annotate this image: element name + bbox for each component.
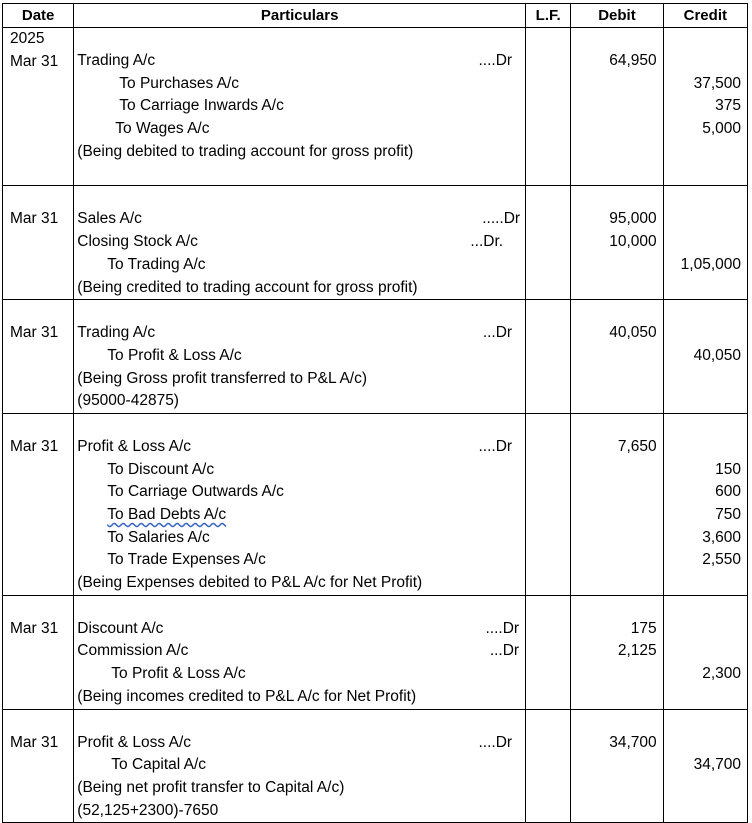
account-line — [74, 618, 525, 641]
debit-cell — [571, 300, 663, 414]
account-line — [74, 231, 525, 254]
account-name: Profit & Loss A/c — [77, 733, 191, 751]
lf-cell — [526, 709, 571, 823]
credit-cell — [663, 186, 747, 300]
credit-cell — [663, 28, 747, 186]
calculation-note: (95000-42875) — [77, 392, 179, 410]
journal-table — [2, 3, 748, 823]
entry-date-cell — [3, 595, 74, 709]
narration: (Being Gross profit transferred to P&L A/c) — [77, 369, 368, 387]
debit-cell — [571, 28, 663, 186]
entry-date-cell — [3, 300, 74, 414]
entry-particulars — [74, 709, 526, 823]
journal-entry — [3, 186, 748, 300]
credit-amount: 3,600 — [702, 528, 741, 546]
entry-particulars — [74, 595, 526, 709]
debit-amount: 7,650 — [617, 437, 657, 455]
entry-particulars — [74, 413, 526, 595]
debit-amount: 10,000 — [609, 233, 657, 251]
account-name: Sales A/c — [77, 210, 142, 228]
account-line — [74, 208, 525, 231]
journal-entry — [3, 709, 748, 823]
account-line: To Salaries A/c — [107, 528, 210, 546]
credit-amount: 37,500 — [693, 74, 741, 92]
credit-cell — [663, 300, 747, 414]
credit-cell — [663, 595, 747, 709]
account-line — [74, 640, 525, 663]
narration: (Being Expenses debited to P&L A/c for Net Profit) — [77, 574, 423, 592]
entry-date-cell — [3, 186, 74, 300]
debit-cell — [571, 413, 663, 595]
account-name: Discount A/c — [77, 619, 164, 637]
account-line — [74, 50, 525, 73]
narration: (Being net profit transfer to Capital A/c) — [77, 778, 345, 796]
narration: (Being debited to trading account for gross profit) — [77, 142, 414, 160]
entry-year: 2025 — [10, 30, 45, 47]
credit-amount: 2,550 — [702, 551, 741, 569]
journal-entry — [3, 595, 748, 709]
debit-amount: 34,700 — [609, 733, 657, 751]
dr-marker: .....Dr — [482, 210, 521, 228]
account-name: To Bad Debts A/c — [107, 506, 227, 523]
lf-cell — [526, 28, 571, 186]
debit-cell — [571, 709, 663, 823]
credit-amount: 750 — [715, 506, 741, 523]
debit-amount: 175 — [630, 619, 657, 637]
debit-amount: 40,050 — [609, 324, 657, 342]
header-row — [3, 4, 748, 28]
credit-cell — [663, 709, 747, 823]
account-line: To Profit & Loss A/c — [111, 665, 246, 683]
header-particulars: Particulars — [74, 4, 526, 28]
dr-marker: ....Dr — [478, 52, 513, 69]
account-name: Closing Stock A/c — [77, 233, 198, 251]
header-credit: Credit — [663, 4, 747, 28]
account-line: To Discount A/c — [107, 460, 215, 478]
account-line — [74, 322, 525, 345]
calculation-note: (52,125+2300)-7650 — [77, 801, 219, 819]
account-name: Commission A/c — [77, 642, 189, 660]
journal-entry — [3, 300, 748, 414]
entry-date: Mar 31 — [10, 437, 59, 455]
credit-amount: 40,050 — [693, 346, 741, 364]
dr-marker: ...Dr. — [470, 233, 504, 251]
debit-cell — [571, 595, 663, 709]
lf-cell — [526, 300, 571, 414]
entry-date-cell — [3, 28, 74, 186]
entry-particulars — [74, 28, 526, 186]
entry-date: Mar 31 — [10, 210, 59, 228]
journal-entry — [3, 413, 748, 595]
entry-date: Mar 31 — [10, 733, 59, 751]
credit-amount: 5,000 — [702, 120, 741, 138]
credit-amount: 375 — [715, 97, 741, 115]
account-line: To Carriage Outwards A/c — [107, 483, 284, 501]
header-date: Date — [3, 4, 74, 28]
account-name: Trading A/c — [77, 324, 156, 342]
dr-marker: ...Dr — [489, 642, 520, 660]
lf-cell — [526, 413, 571, 595]
entry-date: Mar 31 — [10, 52, 59, 70]
credit-amount: 150 — [715, 460, 741, 478]
debit-amount: 95,000 — [609, 210, 657, 228]
credit-amount: 34,700 — [693, 756, 741, 774]
account-line — [74, 436, 525, 459]
account-name: Trading A/c — [77, 52, 156, 69]
account-line — [74, 504, 525, 527]
account-line: To Profit & Loss A/c — [107, 346, 242, 364]
entry-date-cell — [3, 709, 74, 823]
dr-marker: ...Dr — [482, 324, 513, 342]
header-lf: L.F. — [526, 4, 571, 28]
lf-cell — [526, 186, 571, 300]
account-line: To Capital A/c — [111, 756, 207, 774]
account-line: To Trading A/c — [107, 255, 206, 273]
entry-date-cell — [3, 413, 74, 595]
narration: (Being credited to trading account for gross profit) — [77, 278, 418, 296]
entry-date: Mar 31 — [10, 324, 59, 342]
narration: (Being incomes credited to P&L A/c for Net Profit) — [77, 687, 417, 705]
header-debit: Debit — [571, 4, 663, 28]
debit-cell — [571, 186, 663, 300]
account-line: To Carriage Inwards A/c — [119, 97, 284, 115]
lf-cell — [526, 595, 571, 709]
dr-marker: ....Dr — [478, 437, 513, 455]
entry-particulars — [74, 300, 526, 414]
credit-cell — [663, 413, 747, 595]
credit-amount: 2,300 — [702, 665, 741, 683]
account-name: Profit & Loss A/c — [77, 437, 191, 455]
account-line — [74, 732, 525, 755]
credit-amount: 600 — [715, 483, 741, 501]
entry-particulars — [74, 186, 526, 300]
account-line: To Purchases A/c — [119, 74, 240, 92]
debit-amount: 64,950 — [609, 52, 657, 69]
entry-date: Mar 31 — [10, 619, 59, 637]
journal-entry — [3, 28, 748, 186]
account-line: To Trade Expenses A/c — [107, 551, 266, 569]
account-line: To Wages A/c — [115, 120, 210, 138]
credit-amount: 1,05,000 — [680, 255, 741, 273]
debit-amount: 2,125 — [617, 642, 657, 660]
dr-marker: ....Dr — [485, 619, 520, 637]
dr-marker: ....Dr — [478, 733, 513, 751]
